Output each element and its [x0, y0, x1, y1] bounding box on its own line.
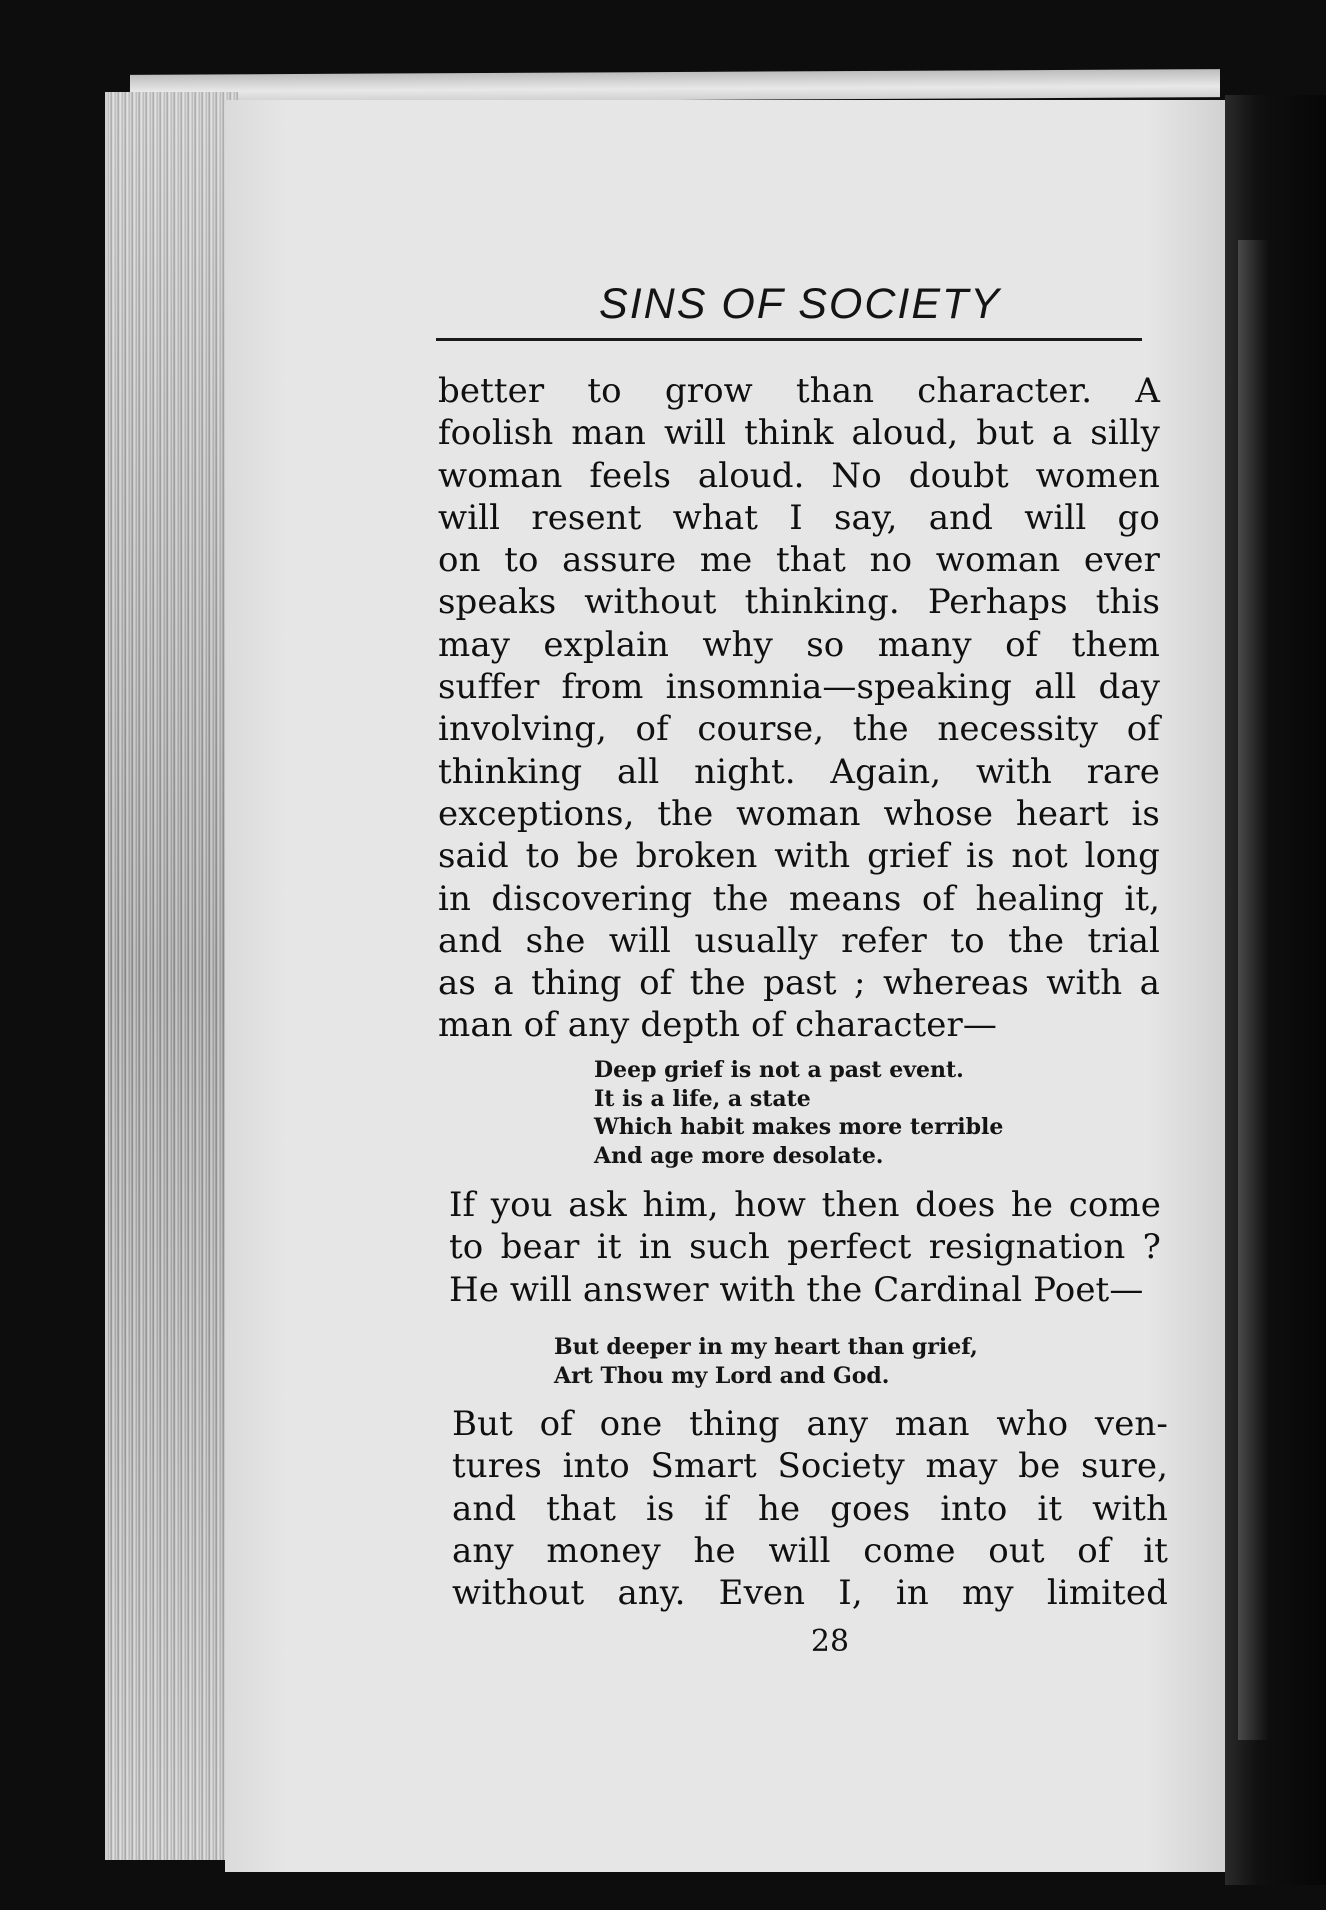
- text-line: as a thing of the past ; whereas with a: [438, 963, 1160, 1004]
- verse-line: But deeper in my heart than grief,: [554, 1334, 978, 1360]
- text-line: foolish man will think aloud, but a silly: [438, 413, 1160, 454]
- text-line: involving, of course, the necessity of: [438, 709, 1160, 750]
- verse-line: Art Thou my Lord and God.: [554, 1362, 890, 1389]
- text-line: exceptions, the woman whose heart is: [438, 793, 1160, 834]
- text-line: said to be broken with grief is not long: [438, 836, 1160, 877]
- paragraph-1: [438, 370, 1160, 1047]
- paragraph-3: [452, 1403, 1168, 1614]
- text-line: man of any depth of character—: [438, 1005, 997, 1046]
- text-line: thinking all night. Again, with rare: [438, 751, 1160, 792]
- text-line: better to grow than character. A: [438, 371, 1160, 411]
- verse-line: Deep grief is not a past event.: [594, 1057, 964, 1083]
- text-line: on to assure me that no woman ever: [438, 540, 1160, 581]
- text-line: in discovering the means of healing it,: [438, 878, 1160, 919]
- page-number: 28: [810, 1624, 850, 1659]
- text-line: If you ask him, how then does he come: [449, 1185, 1161, 1225]
- binding-shadow: [1238, 240, 1268, 1740]
- text-line: He will answer with the Cardinal Poet—: [449, 1269, 1144, 1310]
- text-line: But of one thing any man who ven-: [452, 1404, 1168, 1444]
- text-line: tures into Smart Society may be sure,: [452, 1446, 1168, 1487]
- running-header: SINS OF SOCIETY: [599, 280, 1001, 328]
- text-line: will resent what I say, and will go: [438, 497, 1160, 538]
- verse-line: Which habit makes more terrible: [594, 1114, 1004, 1140]
- verse-quote-2: [554, 1333, 978, 1390]
- text-line: to bear it in such perfect resignation ?: [449, 1227, 1161, 1268]
- text-line: any money he will come out of it: [452, 1530, 1168, 1571]
- header-rule: [436, 338, 1142, 341]
- stacked-page-edges: [105, 92, 238, 1860]
- verse-line: And age more desolate.: [594, 1142, 884, 1169]
- text-line: suffer from insomnia—speaking all day: [438, 667, 1160, 708]
- text-line: may explain why so many of them: [438, 624, 1160, 665]
- text-line: speaks without thinking. Perhaps this: [438, 582, 1160, 623]
- book-top-edge: [130, 69, 1220, 103]
- verse-line: It is a life, a state: [594, 1085, 811, 1112]
- text-line: and that is if he goes into it with: [452, 1488, 1168, 1529]
- text-line: without any. Even I, in my limited: [452, 1573, 1168, 1614]
- paragraph-2: [449, 1184, 1161, 1311]
- text-line: and she will usually refer to the trial: [438, 920, 1160, 961]
- verse-quote-1: [594, 1056, 1003, 1170]
- text-line: woman feels aloud. No doubt women: [438, 455, 1160, 496]
